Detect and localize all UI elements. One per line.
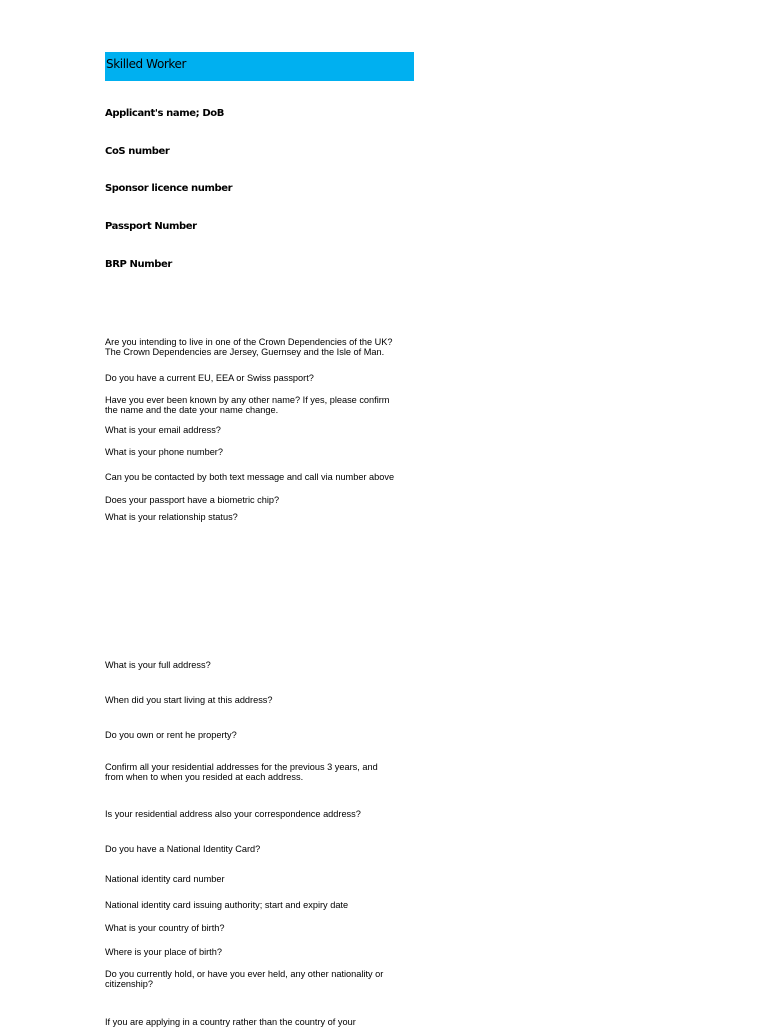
question-national-id-number: National identity card number [105, 874, 225, 884]
question-other-nationality: Do you currently hold, or have you ever held, any other nationality or citizenship? [105, 969, 384, 990]
field-applicant-name-dob: Applicant's name; DoB [105, 108, 224, 119]
question-relationship-status: What is your relationship status? [105, 512, 238, 522]
question-national-id-card: Do you have a National Identity Card? [105, 844, 261, 854]
question-phone: What is your phone number? [105, 447, 223, 457]
question-correspondence-address: Is your residential address also your correspondence address? [105, 809, 361, 819]
question-country-of-birth: What is your country of birth? [105, 923, 225, 933]
question-biometric-chip: Does your passport have a biometric chip? [105, 495, 280, 505]
field-passport-number: Passport Number [105, 221, 197, 232]
question-eu-passport: Do you have a current EU, EEA or Swiss passport? [105, 373, 314, 383]
question-email: What is your email address? [105, 425, 221, 435]
question-contact-method: Can you be contacted by both text message and call via number above [105, 472, 395, 482]
question-own-or-rent: Do you own or rent he property? [105, 730, 237, 740]
question-place-of-birth: Where is your place of birth? [105, 947, 222, 957]
question-other-name: Have you ever been known by any other name? If yes, please confirm the name and the date your name change. [105, 395, 390, 416]
question-full-address: What is your full address? [105, 660, 211, 670]
question-previous-addresses: Confirm all your residential addresses for the previous 3 years, and from when to when you resided at each address. [105, 762, 378, 783]
section-header-bar [105, 52, 414, 81]
question-national-id-authority: National identity card issuing authority; start and expiry date [105, 900, 349, 910]
question-address-start: When did you start living at this address? [105, 695, 273, 705]
question-crown-dependencies: Are you intending to live in one of the Crown Dependencies of the UK? The Crown Dependencies are Jersey, Guernsey and the Isle of Man. [105, 337, 393, 358]
field-sponsor-licence-number: Sponsor licence number [105, 183, 233, 194]
field-brp-number: BRP Number [105, 259, 172, 270]
question-applying-country: If you are applying in a country rather than the country of your [105, 1017, 356, 1027]
field-cos-number: CoS number [105, 146, 170, 157]
section-title: Skilled Worker [106, 57, 187, 71]
